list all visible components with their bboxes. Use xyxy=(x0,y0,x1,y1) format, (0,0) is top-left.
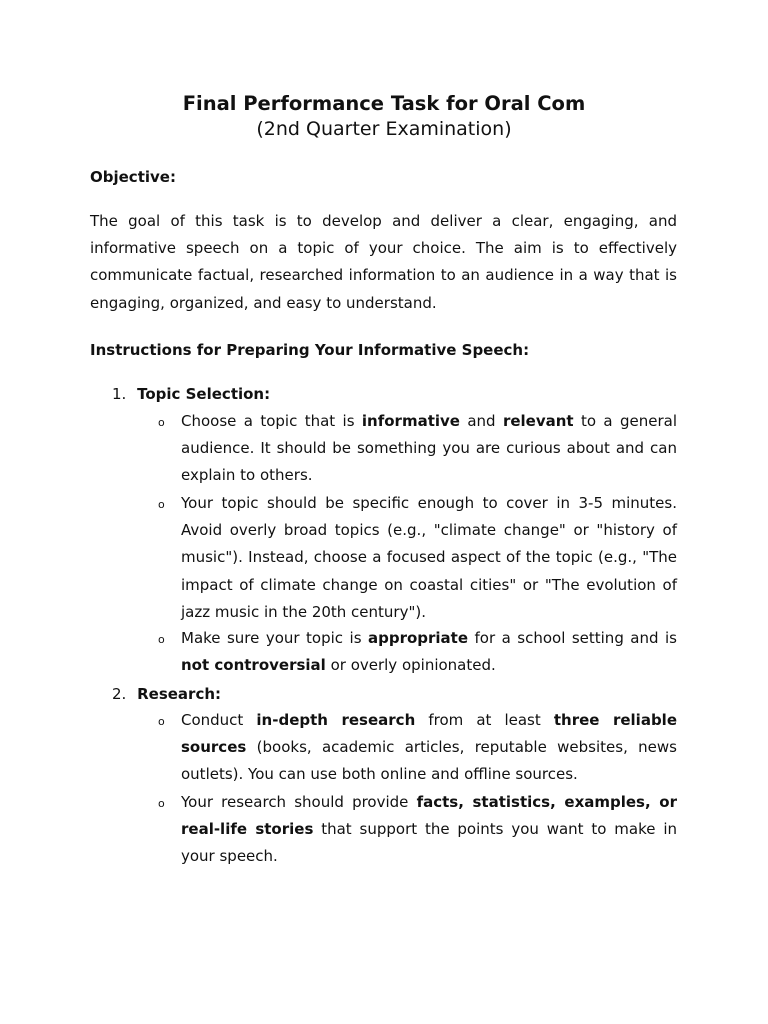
instructions-heading: Instructions for Preparing Your Informative Speech: xyxy=(90,341,530,359)
bullet-icon: o xyxy=(158,416,165,429)
list-item: Your topic should be specific enough to cover in 3-5 minutes. Avoid overly broad topics (e.g., "climate change" or "history of music"). Instead, choose a focused aspect of the topic (e.g., "The impact of climate change on coastal cities" or "The evolution of jazz music in the 20th century"). xyxy=(181,494,677,621)
list-item: Your research should provide facts, statistics, examples, or real-life stories that support the points you want to make in your speech. xyxy=(181,793,677,866)
list-item: Make sure your topic is appropriate for a school setting and is not controversial or overly opinionated. xyxy=(181,629,677,675)
list-item: Choose a topic that is informative and relevant to a general audience. It should be something you are curious about and can explain to others. xyxy=(181,412,677,485)
document-subtitle: (2nd Quarter Examination) xyxy=(256,118,512,140)
section-number: 1. xyxy=(112,385,127,403)
bullet-icon: o xyxy=(158,715,165,728)
list-item: Conduct in-depth research from at least three reliable sources (books, academic articles, reputable websites, news outlets). You can use both online and offline sources. xyxy=(181,711,677,784)
section-heading: Research: xyxy=(137,685,222,703)
section-number: 2. xyxy=(112,685,127,703)
section-topic-selection xyxy=(112,384,270,404)
bullet-icon: o xyxy=(158,498,165,511)
document-title: Final Performance Task for Oral Com xyxy=(182,92,586,115)
section-heading: Topic Selection: xyxy=(137,385,271,403)
objective-paragraph: The goal of this task is to develop and deliver a clear, engaging, and informative speech on a topic of your choice. The aim is to effectively communicate factual, researched information to an audience in a way that is engaging, organized, and easy to understand. xyxy=(90,212,677,312)
bullet-icon: o xyxy=(158,797,165,810)
bullet-icon: o xyxy=(158,633,165,646)
objective-heading: Objective: xyxy=(90,168,176,186)
section-research xyxy=(112,684,221,704)
